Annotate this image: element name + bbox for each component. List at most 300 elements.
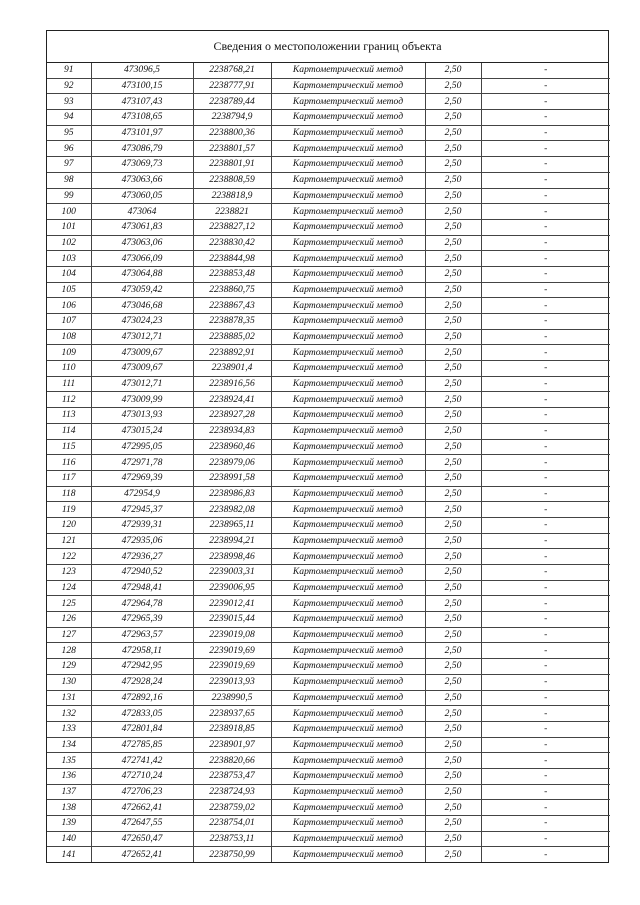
accuracy-cell: 2,50 — [425, 502, 481, 518]
x-coordinate-cell: 473013,93 — [91, 408, 193, 424]
point-number-cell: 127 — [47, 627, 91, 643]
table-row — [47, 533, 610, 549]
description-cell: - — [481, 188, 610, 204]
method-cell: Картометрический метод — [271, 737, 425, 753]
y-coordinate-cell: 2238808,59 — [193, 172, 271, 188]
y-coordinate-cell: 2238986,83 — [193, 486, 271, 502]
description-cell: - — [481, 314, 610, 330]
x-coordinate-cell: 473012,71 — [91, 329, 193, 345]
table-row — [47, 816, 610, 832]
description-cell: - — [481, 768, 610, 784]
accuracy-cell: 2,50 — [425, 800, 481, 816]
point-number-cell: 126 — [47, 612, 91, 628]
table-row — [47, 345, 610, 361]
table-row — [47, 737, 610, 753]
y-coordinate-cell: 2238800,36 — [193, 125, 271, 141]
y-coordinate-cell: 2239006,95 — [193, 580, 271, 596]
method-cell: Картометрический метод — [271, 298, 425, 314]
method-cell: Картометрический метод — [271, 455, 425, 471]
y-coordinate-cell: 2239013,93 — [193, 674, 271, 690]
method-cell: Картометрический метод — [271, 596, 425, 612]
table-row — [47, 847, 610, 862]
table-row — [47, 596, 610, 612]
description-cell: - — [481, 580, 610, 596]
accuracy-cell: 2,50 — [425, 63, 481, 78]
x-coordinate-cell: 473046,68 — [91, 298, 193, 314]
method-cell: Картометрический метод — [271, 188, 425, 204]
point-number-cell: 132 — [47, 706, 91, 722]
accuracy-cell: 2,50 — [425, 94, 481, 110]
point-number-cell: 112 — [47, 392, 91, 408]
y-coordinate-cell: 2238885,02 — [193, 329, 271, 345]
accuracy-cell: 2,50 — [425, 423, 481, 439]
y-coordinate-cell: 2239015,44 — [193, 612, 271, 628]
y-coordinate-cell: 2239019,69 — [193, 643, 271, 659]
y-coordinate-cell: 2238801,91 — [193, 157, 271, 173]
x-coordinate-cell: 472833,05 — [91, 706, 193, 722]
table-row — [47, 565, 610, 581]
table-row — [47, 643, 610, 659]
point-number-cell: 102 — [47, 235, 91, 251]
x-coordinate-cell: 472935,06 — [91, 533, 193, 549]
x-coordinate-cell: 472928,24 — [91, 674, 193, 690]
x-coordinate-cell: 473086,79 — [91, 141, 193, 157]
table-row — [47, 251, 610, 267]
x-coordinate-cell: 473064,88 — [91, 266, 193, 282]
description-cell: - — [481, 125, 610, 141]
description-cell: - — [481, 63, 610, 78]
x-coordinate-cell: 473064 — [91, 204, 193, 220]
method-cell: Картометрический метод — [271, 204, 425, 220]
y-coordinate-cell: 2238892,91 — [193, 345, 271, 361]
x-coordinate-cell: 472801,84 — [91, 721, 193, 737]
method-cell: Картометрический метод — [271, 674, 425, 690]
accuracy-cell: 2,50 — [425, 266, 481, 282]
method-cell: Картометрический метод — [271, 627, 425, 643]
y-coordinate-cell: 2238753,47 — [193, 768, 271, 784]
description-cell: - — [481, 565, 610, 581]
method-cell: Картометрический метод — [271, 847, 425, 862]
x-coordinate-cell: 473063,06 — [91, 235, 193, 251]
accuracy-cell: 2,50 — [425, 298, 481, 314]
y-coordinate-cell: 2238830,42 — [193, 235, 271, 251]
description-cell: - — [481, 455, 610, 471]
point-number-cell: 109 — [47, 345, 91, 361]
point-number-cell: 137 — [47, 784, 91, 800]
x-coordinate-cell: 473024,23 — [91, 314, 193, 330]
method-cell: Картометрический метод — [271, 219, 425, 235]
y-coordinate-cell: 2238821 — [193, 204, 271, 220]
x-coordinate-cell: 473009,99 — [91, 392, 193, 408]
method-cell: Картометрический метод — [271, 517, 425, 533]
method-cell: Картометрический метод — [271, 235, 425, 251]
method-cell: Картометрический метод — [271, 580, 425, 596]
y-coordinate-cell: 2238982,08 — [193, 502, 271, 518]
point-number-cell: 111 — [47, 376, 91, 392]
point-number-cell: 134 — [47, 737, 91, 753]
table-row — [47, 627, 610, 643]
method-cell: Картометрический метод — [271, 78, 425, 94]
y-coordinate-cell: 2238759,02 — [193, 800, 271, 816]
accuracy-cell: 2,50 — [425, 612, 481, 628]
y-coordinate-cell: 2238801,57 — [193, 141, 271, 157]
point-number-cell: 124 — [47, 580, 91, 596]
table-row — [47, 125, 610, 141]
table-row — [47, 94, 610, 110]
point-number-cell: 103 — [47, 251, 91, 267]
x-coordinate-cell: 472892,16 — [91, 690, 193, 706]
x-coordinate-cell: 473009,67 — [91, 361, 193, 377]
accuracy-cell: 2,50 — [425, 486, 481, 502]
table-row — [47, 423, 610, 439]
table-row — [47, 659, 610, 675]
point-number-cell: 138 — [47, 800, 91, 816]
x-coordinate-cell: 472652,41 — [91, 847, 193, 862]
x-coordinate-cell: 472940,52 — [91, 565, 193, 581]
point-number-cell: 141 — [47, 847, 91, 862]
method-cell: Картометрический метод — [271, 549, 425, 565]
method-cell: Картометрический метод — [271, 251, 425, 267]
y-coordinate-cell: 2238990,5 — [193, 690, 271, 706]
method-cell: Картометрический метод — [271, 314, 425, 330]
description-cell: - — [481, 345, 610, 361]
x-coordinate-cell: 473015,24 — [91, 423, 193, 439]
y-coordinate-cell: 2238860,75 — [193, 282, 271, 298]
y-coordinate-cell: 2238878,35 — [193, 314, 271, 330]
y-coordinate-cell: 2238991,58 — [193, 470, 271, 486]
x-coordinate-cell: 472995,05 — [91, 439, 193, 455]
point-number-cell: 133 — [47, 721, 91, 737]
y-coordinate-cell: 2238867,43 — [193, 298, 271, 314]
point-number-cell: 113 — [47, 408, 91, 424]
description-cell: - — [481, 78, 610, 94]
table-row — [47, 110, 610, 126]
accuracy-cell: 2,50 — [425, 706, 481, 722]
table-row — [47, 392, 610, 408]
point-number-cell: 119 — [47, 502, 91, 518]
accuracy-cell: 2,50 — [425, 470, 481, 486]
accuracy-cell: 2,50 — [425, 643, 481, 659]
description-cell: - — [481, 721, 610, 737]
x-coordinate-cell: 473059,42 — [91, 282, 193, 298]
table-row — [47, 141, 610, 157]
point-number-cell: 106 — [47, 298, 91, 314]
method-cell: Картометрический метод — [271, 94, 425, 110]
method-cell: Картометрический метод — [271, 125, 425, 141]
method-cell: Картометрический метод — [271, 690, 425, 706]
x-coordinate-cell: 472710,24 — [91, 768, 193, 784]
y-coordinate-cell: 2238844,98 — [193, 251, 271, 267]
table-row — [47, 298, 610, 314]
point-number-cell: 94 — [47, 110, 91, 126]
method-cell: Картометрический метод — [271, 816, 425, 832]
description-cell: - — [481, 376, 610, 392]
method-cell: Картометрический метод — [271, 423, 425, 439]
description-cell: - — [481, 329, 610, 345]
accuracy-cell: 2,50 — [425, 690, 481, 706]
x-coordinate-cell: 472965,39 — [91, 612, 193, 628]
y-coordinate-cell: 2238724,93 — [193, 784, 271, 800]
accuracy-cell: 2,50 — [425, 596, 481, 612]
method-cell: Картометрический метод — [271, 753, 425, 769]
point-number-cell: 123 — [47, 565, 91, 581]
point-number-cell: 136 — [47, 768, 91, 784]
y-coordinate-cell: 2238960,46 — [193, 439, 271, 455]
description-cell: - — [481, 643, 610, 659]
accuracy-cell: 2,50 — [425, 376, 481, 392]
x-coordinate-cell: 473012,71 — [91, 376, 193, 392]
y-coordinate-cell: 2238901,97 — [193, 737, 271, 753]
table-row — [47, 204, 610, 220]
method-cell: Картометрический метод — [271, 565, 425, 581]
table-row — [47, 172, 610, 188]
boundary-points-table — [47, 63, 610, 862]
point-number-cell: 129 — [47, 659, 91, 675]
method-cell: Картометрический метод — [271, 659, 425, 675]
point-number-cell: 121 — [47, 533, 91, 549]
description-cell: - — [481, 392, 610, 408]
table-row — [47, 314, 610, 330]
method-cell: Картометрический метод — [271, 768, 425, 784]
description-cell: - — [481, 298, 610, 314]
table-row — [47, 361, 610, 377]
x-coordinate-cell: 472954,9 — [91, 486, 193, 502]
description-cell: - — [481, 596, 610, 612]
x-coordinate-cell: 473009,67 — [91, 345, 193, 361]
description-cell: - — [481, 549, 610, 565]
accuracy-cell: 2,50 — [425, 580, 481, 596]
point-number-cell: 114 — [47, 423, 91, 439]
accuracy-cell: 2,50 — [425, 251, 481, 267]
description-cell: - — [481, 361, 610, 377]
point-number-cell: 97 — [47, 157, 91, 173]
method-cell: Картометрический метод — [271, 361, 425, 377]
table-row — [47, 706, 610, 722]
method-cell: Картометрический метод — [271, 141, 425, 157]
method-cell: Картометрический метод — [271, 329, 425, 345]
x-coordinate-cell: 472963,57 — [91, 627, 193, 643]
accuracy-cell: 2,50 — [425, 737, 481, 753]
description-cell: - — [481, 266, 610, 282]
description-cell: - — [481, 831, 610, 847]
accuracy-cell: 2,50 — [425, 439, 481, 455]
table-row — [47, 188, 610, 204]
accuracy-cell: 2,50 — [425, 565, 481, 581]
y-coordinate-cell: 2238901,4 — [193, 361, 271, 377]
accuracy-cell: 2,50 — [425, 110, 481, 126]
description-cell: - — [481, 690, 610, 706]
y-coordinate-cell: 2238750,99 — [193, 847, 271, 862]
x-coordinate-cell: 472969,39 — [91, 470, 193, 486]
point-number-cell: 116 — [47, 455, 91, 471]
table-row — [47, 753, 610, 769]
point-number-cell: 104 — [47, 266, 91, 282]
y-coordinate-cell: 2238768,21 — [193, 63, 271, 78]
method-cell: Картометрический метод — [271, 172, 425, 188]
x-coordinate-cell: 473063,66 — [91, 172, 193, 188]
point-number-cell: 98 — [47, 172, 91, 188]
point-number-cell: 120 — [47, 517, 91, 533]
table-row — [47, 486, 610, 502]
y-coordinate-cell: 2238827,12 — [193, 219, 271, 235]
x-coordinate-cell: 472948,41 — [91, 580, 193, 596]
x-coordinate-cell: 472785,85 — [91, 737, 193, 753]
description-cell: - — [481, 486, 610, 502]
y-coordinate-cell: 2238934,83 — [193, 423, 271, 439]
accuracy-cell: 2,50 — [425, 533, 481, 549]
description-cell: - — [481, 816, 610, 832]
table-row — [47, 674, 610, 690]
description-cell: - — [481, 737, 610, 753]
y-coordinate-cell: 2238777,91 — [193, 78, 271, 94]
accuracy-cell: 2,50 — [425, 517, 481, 533]
description-cell: - — [481, 408, 610, 424]
y-coordinate-cell: 2239019,08 — [193, 627, 271, 643]
y-coordinate-cell: 2238789,44 — [193, 94, 271, 110]
table-row — [47, 831, 610, 847]
x-coordinate-cell: 473100,15 — [91, 78, 193, 94]
x-coordinate-cell: 472647,55 — [91, 816, 193, 832]
accuracy-cell: 2,50 — [425, 125, 481, 141]
description-cell: - — [481, 470, 610, 486]
y-coordinate-cell: 2239019,69 — [193, 659, 271, 675]
x-coordinate-cell: 472939,31 — [91, 517, 193, 533]
x-coordinate-cell: 473101,97 — [91, 125, 193, 141]
method-cell: Картометрический метод — [271, 721, 425, 737]
description-cell: - — [481, 219, 610, 235]
y-coordinate-cell: 2239003,31 — [193, 565, 271, 581]
accuracy-cell: 2,50 — [425, 329, 481, 345]
table-row — [47, 470, 610, 486]
table-row — [47, 690, 610, 706]
accuracy-cell: 2,50 — [425, 219, 481, 235]
description-cell: - — [481, 439, 610, 455]
y-coordinate-cell: 2238918,85 — [193, 721, 271, 737]
x-coordinate-cell: 472964,78 — [91, 596, 193, 612]
y-coordinate-cell: 2238994,21 — [193, 533, 271, 549]
method-cell: Картометрический метод — [271, 470, 425, 486]
table-row — [47, 800, 610, 816]
x-coordinate-cell: 472971,78 — [91, 455, 193, 471]
accuracy-cell: 2,50 — [425, 345, 481, 361]
description-cell: - — [481, 627, 610, 643]
accuracy-cell: 2,50 — [425, 831, 481, 847]
description-cell: - — [481, 141, 610, 157]
accuracy-cell: 2,50 — [425, 408, 481, 424]
description-cell: - — [481, 784, 610, 800]
point-number-cell: 99 — [47, 188, 91, 204]
description-cell: - — [481, 533, 610, 549]
x-coordinate-cell: 472942,95 — [91, 659, 193, 675]
point-number-cell: 110 — [47, 361, 91, 377]
method-cell: Картометрический метод — [271, 784, 425, 800]
accuracy-cell: 2,50 — [425, 361, 481, 377]
point-number-cell: 91 — [47, 63, 91, 78]
accuracy-cell: 2,50 — [425, 816, 481, 832]
table-row — [47, 784, 610, 800]
accuracy-cell: 2,50 — [425, 235, 481, 251]
accuracy-cell: 2,50 — [425, 157, 481, 173]
table-row — [47, 455, 610, 471]
table-row — [47, 768, 610, 784]
method-cell: Картометрический метод — [271, 800, 425, 816]
y-coordinate-cell: 2238979,06 — [193, 455, 271, 471]
table-row — [47, 502, 610, 518]
x-coordinate-cell: 472662,41 — [91, 800, 193, 816]
method-cell: Картометрический метод — [271, 502, 425, 518]
method-cell: Картометрический метод — [271, 392, 425, 408]
y-coordinate-cell: 2238965,11 — [193, 517, 271, 533]
point-number-cell: 140 — [47, 831, 91, 847]
accuracy-cell: 2,50 — [425, 188, 481, 204]
accuracy-cell: 2,50 — [425, 204, 481, 220]
x-coordinate-cell: 472958,11 — [91, 643, 193, 659]
table-row — [47, 219, 610, 235]
description-cell: - — [481, 94, 610, 110]
point-number-cell: 105 — [47, 282, 91, 298]
table-row — [47, 376, 610, 392]
y-coordinate-cell: 2238818,9 — [193, 188, 271, 204]
y-coordinate-cell: 2239012,41 — [193, 596, 271, 612]
point-number-cell: 130 — [47, 674, 91, 690]
accuracy-cell: 2,50 — [425, 141, 481, 157]
point-number-cell: 117 — [47, 470, 91, 486]
y-coordinate-cell: 2238924,41 — [193, 392, 271, 408]
boundary-info-document — [46, 30, 609, 863]
x-coordinate-cell: 472936,27 — [91, 549, 193, 565]
table-row — [47, 266, 610, 282]
x-coordinate-cell: 473060,05 — [91, 188, 193, 204]
point-number-cell: 92 — [47, 78, 91, 94]
table-row — [47, 63, 610, 78]
point-number-cell: 128 — [47, 643, 91, 659]
accuracy-cell: 2,50 — [425, 627, 481, 643]
y-coordinate-cell: 2238937,65 — [193, 706, 271, 722]
point-number-cell: 95 — [47, 125, 91, 141]
table-row — [47, 439, 610, 455]
point-number-cell: 96 — [47, 141, 91, 157]
accuracy-cell: 2,50 — [425, 768, 481, 784]
method-cell: Картометрический метод — [271, 643, 425, 659]
y-coordinate-cell: 2238794,9 — [193, 110, 271, 126]
accuracy-cell: 2,50 — [425, 172, 481, 188]
point-number-cell: 118 — [47, 486, 91, 502]
y-coordinate-cell: 2238916,56 — [193, 376, 271, 392]
table-row — [47, 235, 610, 251]
description-cell: - — [481, 282, 610, 298]
point-number-cell: 115 — [47, 439, 91, 455]
point-number-cell: 107 — [47, 314, 91, 330]
y-coordinate-cell: 2238927,28 — [193, 408, 271, 424]
x-coordinate-cell: 472650,47 — [91, 831, 193, 847]
x-coordinate-cell: 473069,73 — [91, 157, 193, 173]
table-row — [47, 78, 610, 94]
method-cell: Картометрический метод — [271, 486, 425, 502]
x-coordinate-cell: 473107,43 — [91, 94, 193, 110]
method-cell: Картометрический метод — [271, 831, 425, 847]
x-coordinate-cell: 473096,5 — [91, 63, 193, 78]
method-cell: Картометрический метод — [271, 266, 425, 282]
accuracy-cell: 2,50 — [425, 455, 481, 471]
point-number-cell: 108 — [47, 329, 91, 345]
accuracy-cell: 2,50 — [425, 392, 481, 408]
table-row — [47, 721, 610, 737]
description-cell: - — [481, 800, 610, 816]
description-cell: - — [481, 251, 610, 267]
description-cell: - — [481, 674, 610, 690]
y-coordinate-cell: 2238998,46 — [193, 549, 271, 565]
point-number-cell: 93 — [47, 94, 91, 110]
